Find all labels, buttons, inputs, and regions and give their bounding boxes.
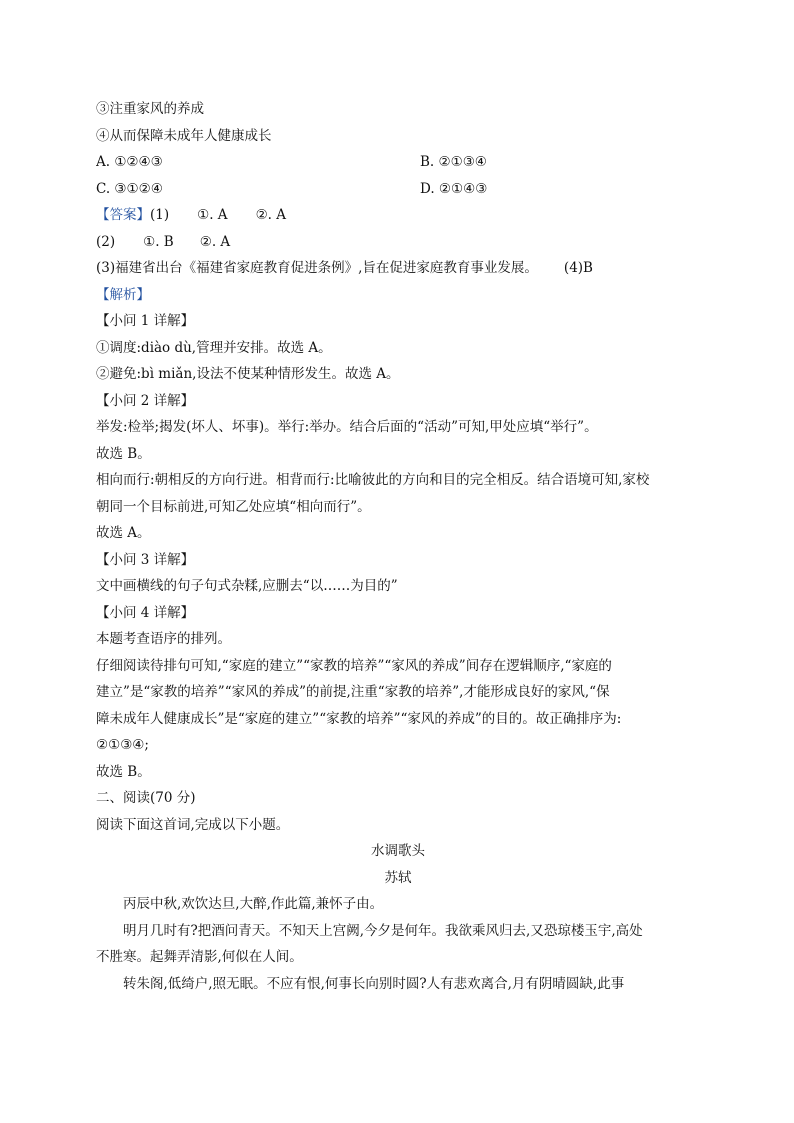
answer-2a: ①. B	[143, 233, 174, 250]
q4-heading: 【小问 4 详解】	[96, 604, 195, 621]
q4-line-6: 故选 B。	[96, 763, 151, 780]
choice-d: D. ②①④③	[420, 180, 488, 197]
answer-4: (4)B	[563, 260, 593, 276]
choice-b: B. ②①③④	[420, 154, 487, 170]
answer-1b: ②. A	[255, 207, 286, 223]
q1-line-1: ①调度:diào dù,管理并安排。故选 A。	[96, 339, 332, 356]
option-line-3: ③注重家风的养成	[96, 101, 204, 117]
document-body	[96, 96, 700, 997]
answer-line-3	[96, 255, 700, 282]
answer-tag: 【答案】	[96, 207, 150, 223]
q1-line-2: ②避免:bì miǎn,设法不使某种情形发生。故选 A。	[96, 366, 400, 382]
section-2-heading: 二、阅读(70 分)	[96, 790, 196, 806]
answer-2-number: (2)	[96, 233, 116, 250]
q2-line-3: 相向而行:朝相反的方向行进。相背而行:比喻彼此的方向和目的完全相反。结合语境可知,家校	[96, 472, 650, 488]
q1-heading: 【小问 1 详解】	[96, 313, 195, 329]
q3-heading: 【小问 3 详解】	[96, 551, 195, 568]
q4-line-2: 仔细阅读待排句可知,“家庭的建立”“家教的培养”“家风的养成”间存在逻辑顺序,“家庭的	[96, 657, 612, 674]
poem-stanza-2-line-1: 转朱阁,低绮户,照无眠。不应有恨,何事长向别时圆?人有悲欢离合,月有阴晴圆缺,此事	[123, 975, 625, 992]
choices-row-1	[96, 149, 700, 176]
q4-line-3: 建立”是“家教的培养”“家风的养成”的前提,注重“家教的培养”,才能形成良好的家风,“保	[96, 684, 610, 700]
section-2-intro: 阅读下面这首词,完成以下小题。	[96, 816, 290, 833]
q2-line-1: 举发:检举;揭发(坏人、坏事)。举行:举办。结合后面的“活动”可知,甲处应填“举行”。	[96, 419, 598, 435]
answer-3: (3)福建省出台《福建省家庭教育促进条例》,旨在促进家庭教育事业发展。	[96, 260, 538, 276]
q4-line-5: ②①③④;	[96, 737, 149, 753]
q4-line-1: 本题考查语序的排列。	[96, 631, 231, 647]
choices-row-2	[96, 176, 700, 203]
poem-author: 苏轼	[384, 869, 412, 886]
poem-title: 水调歌头	[371, 843, 425, 859]
answer-1a: ①. A	[197, 207, 228, 223]
answer-2b: ②. A	[199, 233, 231, 250]
q3-line-1: 文中画横线的句子句式杂糅,应删去“以……为目的”	[96, 578, 398, 594]
q2-line-5: 故选 A。	[96, 525, 151, 541]
option-line-4: ④从而保障未成年人健康成长	[96, 127, 272, 144]
poem-preface: 丙辰中秋,欢饮达旦,大醉,作此篇,兼怀子由。	[123, 896, 384, 912]
q2-line-2: 故选 B。	[96, 445, 151, 462]
answer-1-number: (1)	[150, 207, 170, 223]
choice-a: A. ①②④③	[96, 154, 163, 170]
q2-line-4: 朝同一个目标前进,可知乙处应填“相向而行”。	[96, 498, 371, 515]
poem-stanza-1-line-1: 明月几时有?把酒问青天。不知天上宫阙,今夕是何年。我欲乘风归去,又恐琼楼玉宇,高处	[123, 922, 643, 939]
q2-heading: 【小问 2 详解】	[96, 392, 195, 409]
analysis-tag: 【解析】	[96, 286, 150, 303]
poem-stanza-1-line-2: 不胜寒。起舞弄清影,何似在人间。	[96, 949, 303, 965]
q4-line-4: 障未成年人健康成长”是“家庭的建立”“家教的培养”“家风的养成”的目的。故正确排序为:	[96, 710, 622, 727]
choice-c: C. ③①②④	[96, 180, 163, 197]
answer-line-2	[96, 229, 700, 256]
answer-line-1	[96, 202, 700, 229]
